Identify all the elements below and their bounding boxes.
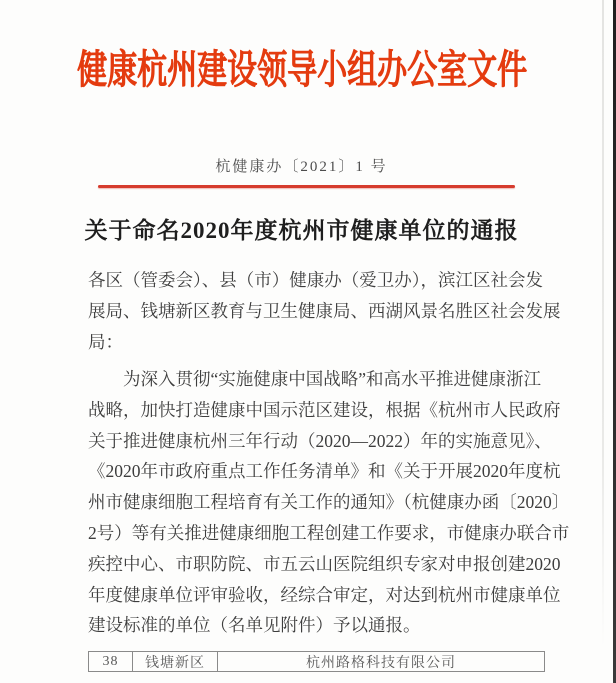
table-cell-company: 杭州路格科技有限公司 [306, 655, 456, 671]
text-line: 建设标准的单位（名单见附件）予以通报。 [88, 615, 421, 636]
text-line: 年度健康单位评审验收，经综合审定，对达到杭州市健康单位 [88, 584, 561, 605]
scan-fold-artifact-line [602, 0, 604, 648]
document-title: 关于命名2020年度杭州市健康单位的通报 [84, 218, 519, 243]
attachment-table-row [88, 651, 545, 672]
letterhead-text: 健康杭州建设领导小组办公室文件 [76, 48, 527, 92]
letterhead-divider-rule [98, 185, 515, 188]
text-line: 《2020年市政府重点工作任务清单》和《关于开展2020年度杭 [88, 461, 561, 482]
text-line: 州市健康细胞工程培育有关工作的通知》（杭健康办函〔2020〕 [88, 492, 570, 513]
text-line: 疾控中心、市职防院、市五云山医院组织专家对申报创建2020 [88, 553, 561, 574]
text-line: 2号）等有关推进健康细胞工程创建工作要求，市健康办联合市 [88, 522, 570, 543]
recipients-paragraph [88, 265, 561, 357]
text-line: 各区（管委会）、县（市）健康办（爱卫办），滨江区社会发 [88, 270, 543, 290]
text-line: 关于推进健康杭州三年行动（2020—2022）年的实施意见》、 [88, 430, 552, 451]
text-line: 为深入贯彻“实施健康中国战略”和高水平推进健康浙江 [88, 369, 542, 389]
document-number: 杭健康办〔2021〕1 号 [215, 159, 388, 175]
body-paragraph [88, 364, 570, 641]
letterhead-banner [0, 42, 603, 98]
table-cell-index: 38 [89, 652, 133, 671]
text-line: 展局、钱塘新区教育与卫生健康局、西湖风景名胜区社会发展 [88, 300, 561, 321]
table-cell-district: 钱塘新区 [133, 652, 218, 671]
text-line: 局： [88, 331, 123, 352]
text-line: 战略，加快打造健康中国示范区建设，根据《杭州市人民政府 [88, 399, 561, 420]
